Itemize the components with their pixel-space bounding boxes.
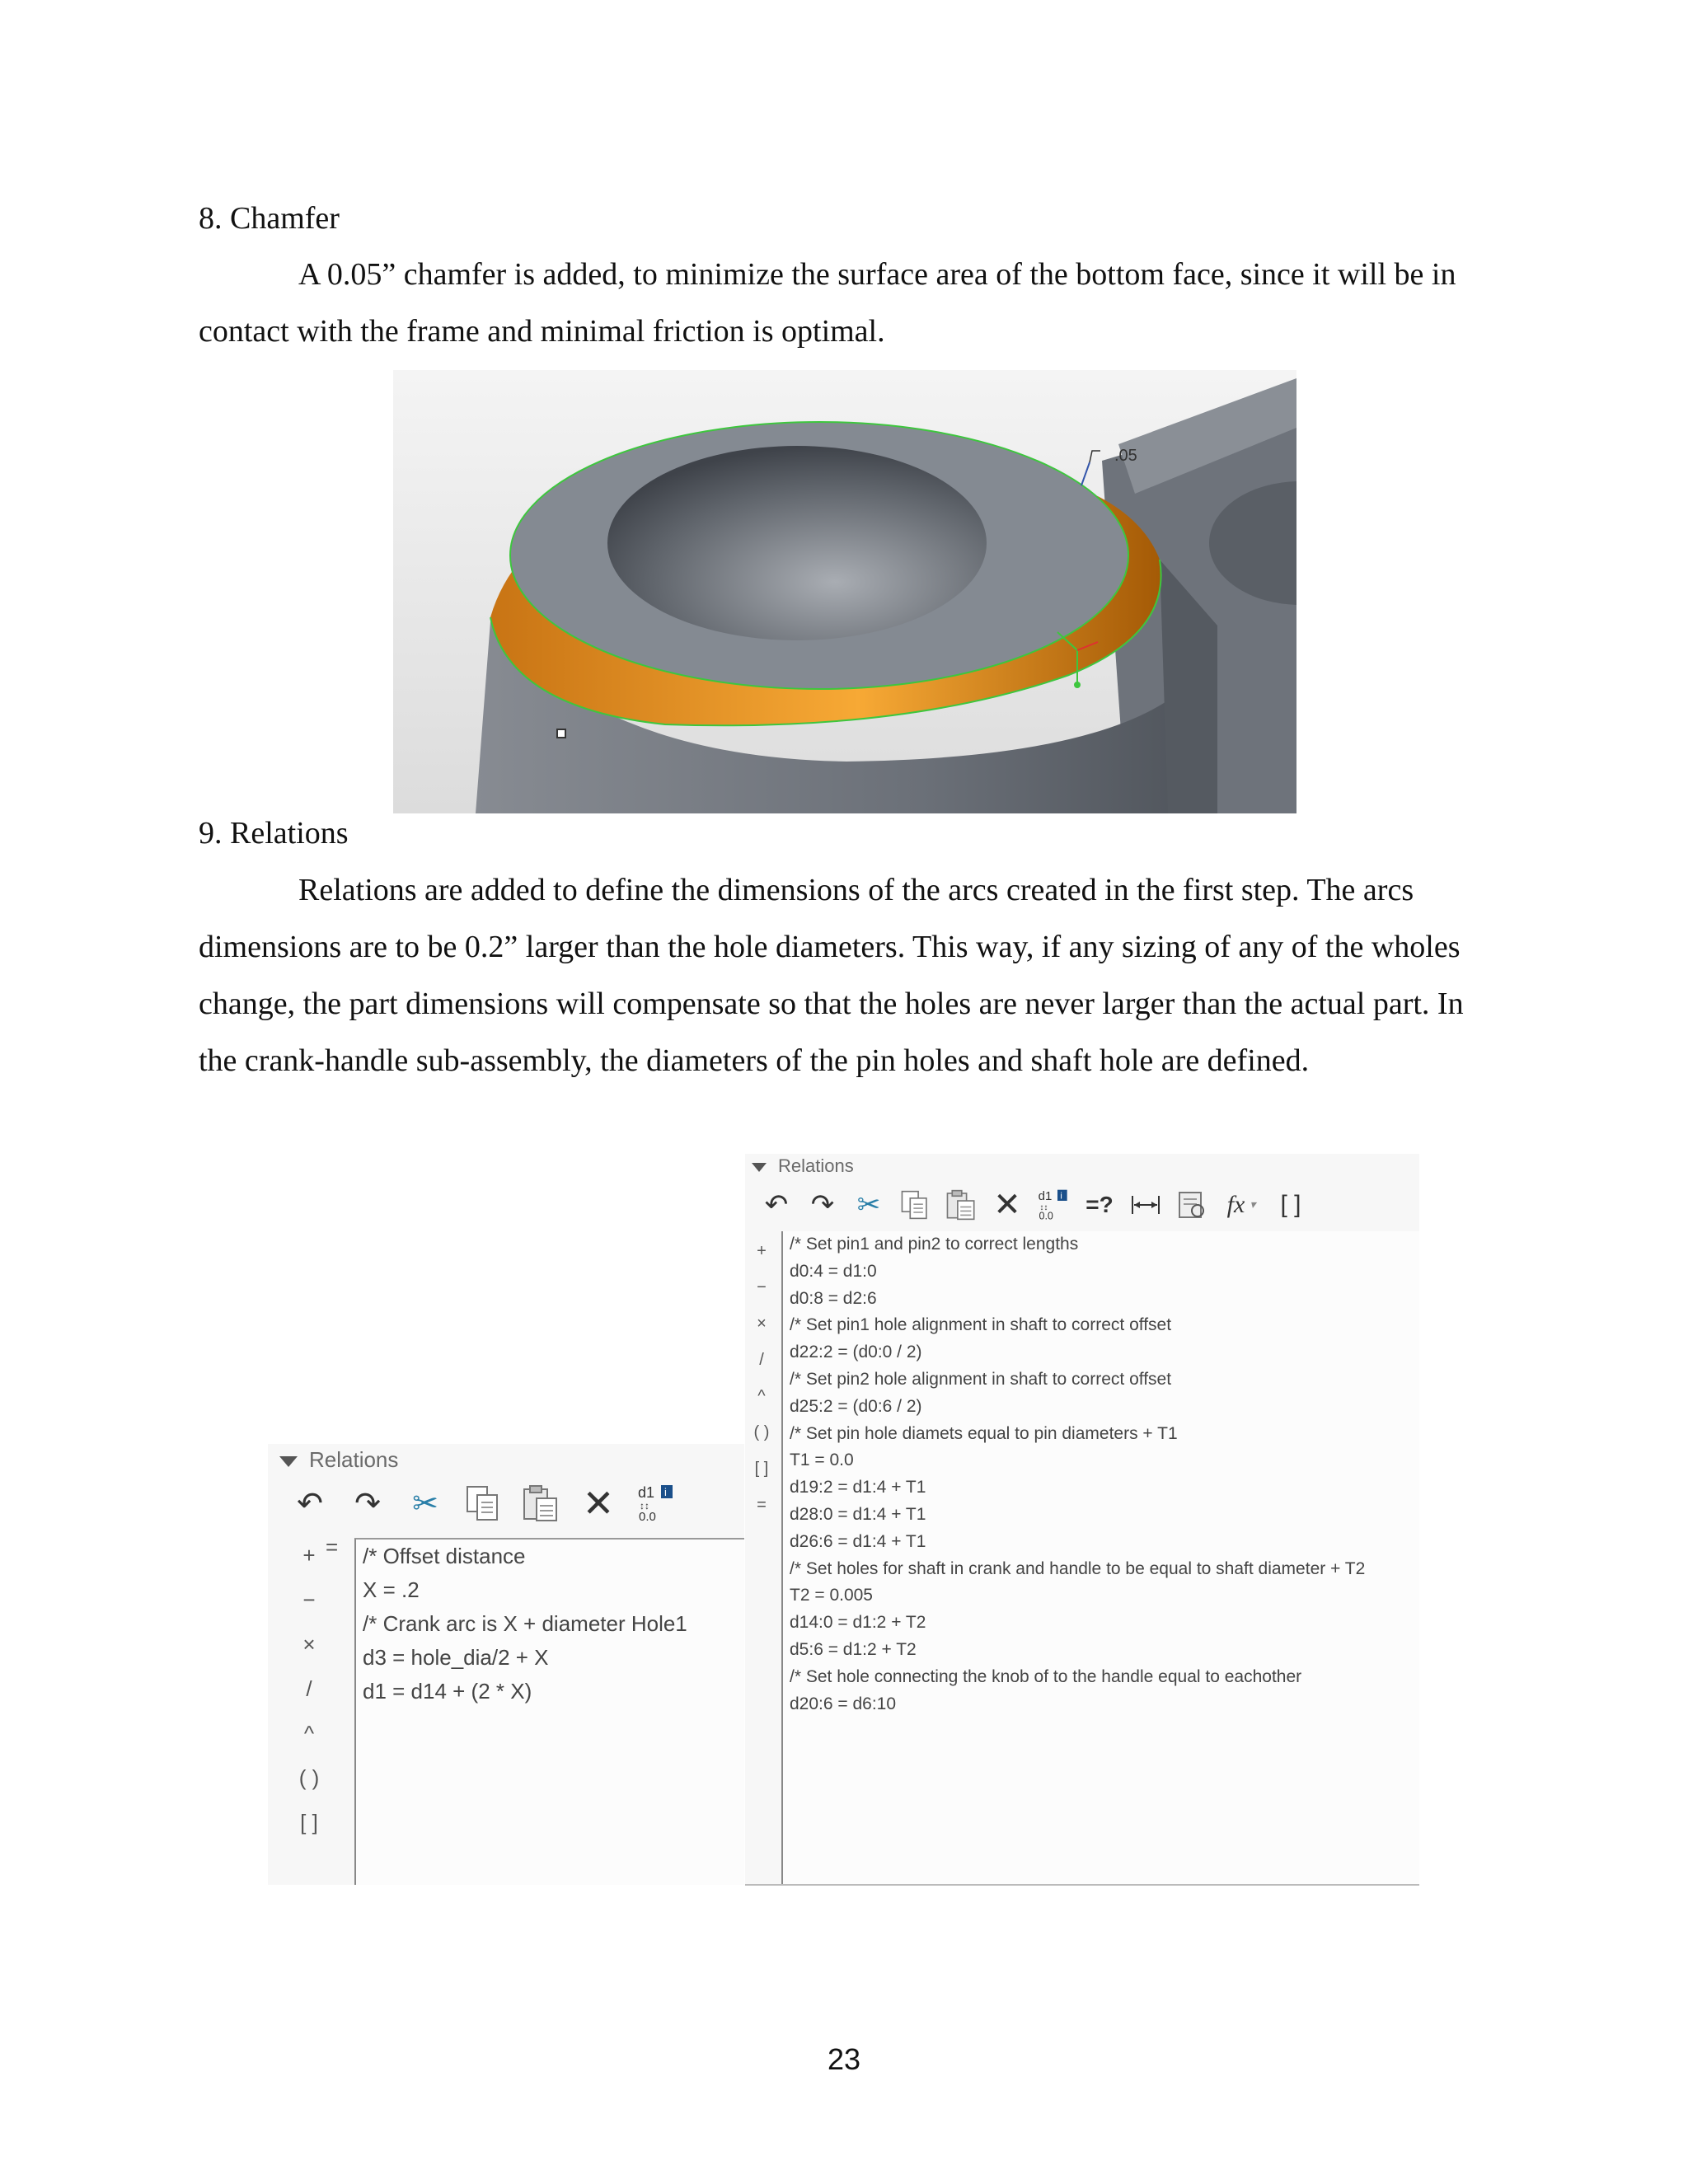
selection-handle (557, 729, 565, 738)
editor-line: d26:6 = d1:4 + T1 (790, 1531, 926, 1551)
op-brackets[interactable]: [ ] (300, 1810, 318, 1835)
relations-header[interactable] (752, 1155, 854, 1177)
editor-line: d0:4 = d1:0 (790, 1261, 877, 1281)
editor-line: d25:2 = (d0:6 / 2) (790, 1396, 922, 1416)
editor-line: d1 = d14 + (2 * X) (363, 1679, 532, 1704)
verify-icon[interactable] (1169, 1182, 1215, 1228)
collapse-triangle-icon[interactable] (279, 1456, 298, 1467)
bore-hole (607, 446, 987, 640)
redo-icon[interactable]: ↷ (354, 1486, 381, 1521)
copy-icon[interactable] (892, 1182, 938, 1228)
editor-line: X = .2 (363, 1577, 420, 1602)
relations-panel-right (745, 1154, 1419, 1886)
cut-icon[interactable]: ✂ (412, 1486, 438, 1521)
relations-toolbar (753, 1182, 1314, 1228)
svg-text:i: i (664, 1486, 667, 1498)
relations-title: Relations (309, 1447, 399, 1472)
editor-line: /* Crank arc is X + diameter Hole1 (363, 1611, 687, 1636)
op-parens[interactable]: ( ) (298, 1765, 320, 1790)
evaluate-icon[interactable]: =? (1085, 1192, 1114, 1217)
cut-icon[interactable]: ✂ (856, 1189, 881, 1221)
op-divide[interactable]: / (306, 1676, 312, 1701)
editor-line: d14:0 = d1:2 + T2 (790, 1613, 926, 1633)
functions-icon[interactable]: fx ▾ (1226, 1191, 1256, 1218)
op-equals[interactable]: = (326, 1535, 339, 1559)
switch-dimensions-icon[interactable] (1030, 1182, 1076, 1228)
svg-text:d1: d1 (1038, 1189, 1053, 1204)
delete-icon[interactable]: ✕ (582, 1482, 615, 1525)
switch-dimensions-icon[interactable] (627, 1479, 685, 1528)
redo-icon[interactable]: ↷ (810, 1189, 835, 1221)
editor-line: d3 = hole_dia/2 + X (363, 1645, 549, 1670)
undo-icon[interactable]: ↶ (764, 1189, 789, 1221)
relations-editor[interactable] (354, 1538, 744, 1885)
svg-text:↕↕: ↕↕ (1039, 1202, 1048, 1212)
editor-line: d0:8 = d2:6 (790, 1288, 877, 1308)
editor-line: d22:2 = (d0:0 / 2) (790, 1343, 922, 1362)
paste-icon[interactable] (938, 1182, 984, 1228)
delete-icon[interactable]: ✕ (993, 1187, 1021, 1223)
collapse-triangle-icon[interactable] (752, 1163, 767, 1172)
editor-line: T2 = 0.005 (790, 1586, 873, 1605)
editor-line: d28:0 = d1:4 + T1 (790, 1504, 926, 1524)
paste-icon[interactable] (512, 1479, 570, 1528)
section-9-body: Relations are added to define the dimensions of the arcs created in the first step. The arcs dimensions are to be 0.2” larger than the hole diameters. This way, if any sizing of any of the wholes change, the part dimensions will compensate so that the holes are never larger than the actual part. In the crank-handle sub-assembly, the diameters of the pin holes and shaft hole are defined. (199, 873, 1464, 1078)
editor-line: /* Set hole connecting the knob of to the handle equal to eachother (790, 1666, 1302, 1686)
op-equals[interactable]: = (757, 1496, 767, 1514)
editor-line: d19:2 = d1:4 + T1 (790, 1478, 926, 1497)
editor-line: T1 = 0.0 (790, 1451, 854, 1470)
op-minus[interactable]: − (302, 1587, 316, 1612)
svg-text:0.0: 0.0 (1039, 1210, 1053, 1222)
op-power[interactable]: ^ (757, 1387, 766, 1405)
section-8-heading: 8. Chamfer (199, 201, 340, 236)
op-multiply[interactable]: × (757, 1315, 767, 1333)
operator-column (268, 1533, 350, 1844)
op-minus[interactable]: − (757, 1278, 767, 1296)
undo-icon[interactable]: ↶ (297, 1486, 323, 1521)
editor-line: /* Set pin2 hole alignment in shaft to correct offset (790, 1369, 1172, 1389)
op-plus[interactable]: + (757, 1242, 767, 1260)
section-8-body: A 0.05” chamfer is added, to minimize the surface area of the bottom face, since it will be in contact with the frame and minimal friction is optimal. (199, 257, 1456, 349)
parameters-icon[interactable]: [ ] (1280, 1191, 1301, 1218)
op-plus[interactable]: + (302, 1543, 316, 1568)
editor-line: d5:6 = d1:2 + T2 (790, 1639, 917, 1659)
copy-icon[interactable] (454, 1479, 512, 1528)
editor-line: /* Set pin hole diamets equal to pin diameters + T1 (790, 1423, 1178, 1443)
relations-editor[interactable] (781, 1231, 1419, 1884)
op-brackets[interactable]: [ ] (754, 1460, 769, 1478)
svg-text:i: i (1060, 1191, 1062, 1202)
svg-text:↕↕: ↕↕ (640, 1500, 649, 1511)
operator-column (745, 1233, 778, 1523)
editor-line: /* Set holes for shaft in crank and handle to be equal to shaft diameter + T2 (790, 1558, 1366, 1578)
chamfer-cad-image (393, 370, 1296, 813)
svg-text:d1: d1 (638, 1484, 655, 1501)
editor-line: /* Set pin1 and pin2 to correct lengths (790, 1235, 1079, 1254)
op-power[interactable]: ^ (303, 1721, 315, 1746)
editor-line: d20:6 = d6:10 (790, 1694, 897, 1713)
editor-line: /* Offset distance (363, 1544, 526, 1568)
section-9-heading: 9. Relations (199, 816, 349, 851)
relations-panel-left (268, 1444, 744, 1885)
measure-icon[interactable] (1123, 1182, 1169, 1228)
dimension-label: .05 (1114, 447, 1137, 465)
relations-toolbar (281, 1479, 685, 1528)
op-divide[interactable]: / (759, 1351, 764, 1369)
relations-title: Relations (778, 1155, 854, 1176)
editor-line: /* Set pin1 hole alignment in shaft to correct offset (790, 1315, 1172, 1335)
svg-text:0.0: 0.0 (639, 1510, 656, 1524)
page-number: 23 (827, 2042, 861, 2076)
op-parens[interactable]: ( ) (753, 1423, 770, 1441)
op-multiply[interactable]: × (302, 1632, 316, 1657)
relations-header[interactable] (279, 1447, 398, 1473)
